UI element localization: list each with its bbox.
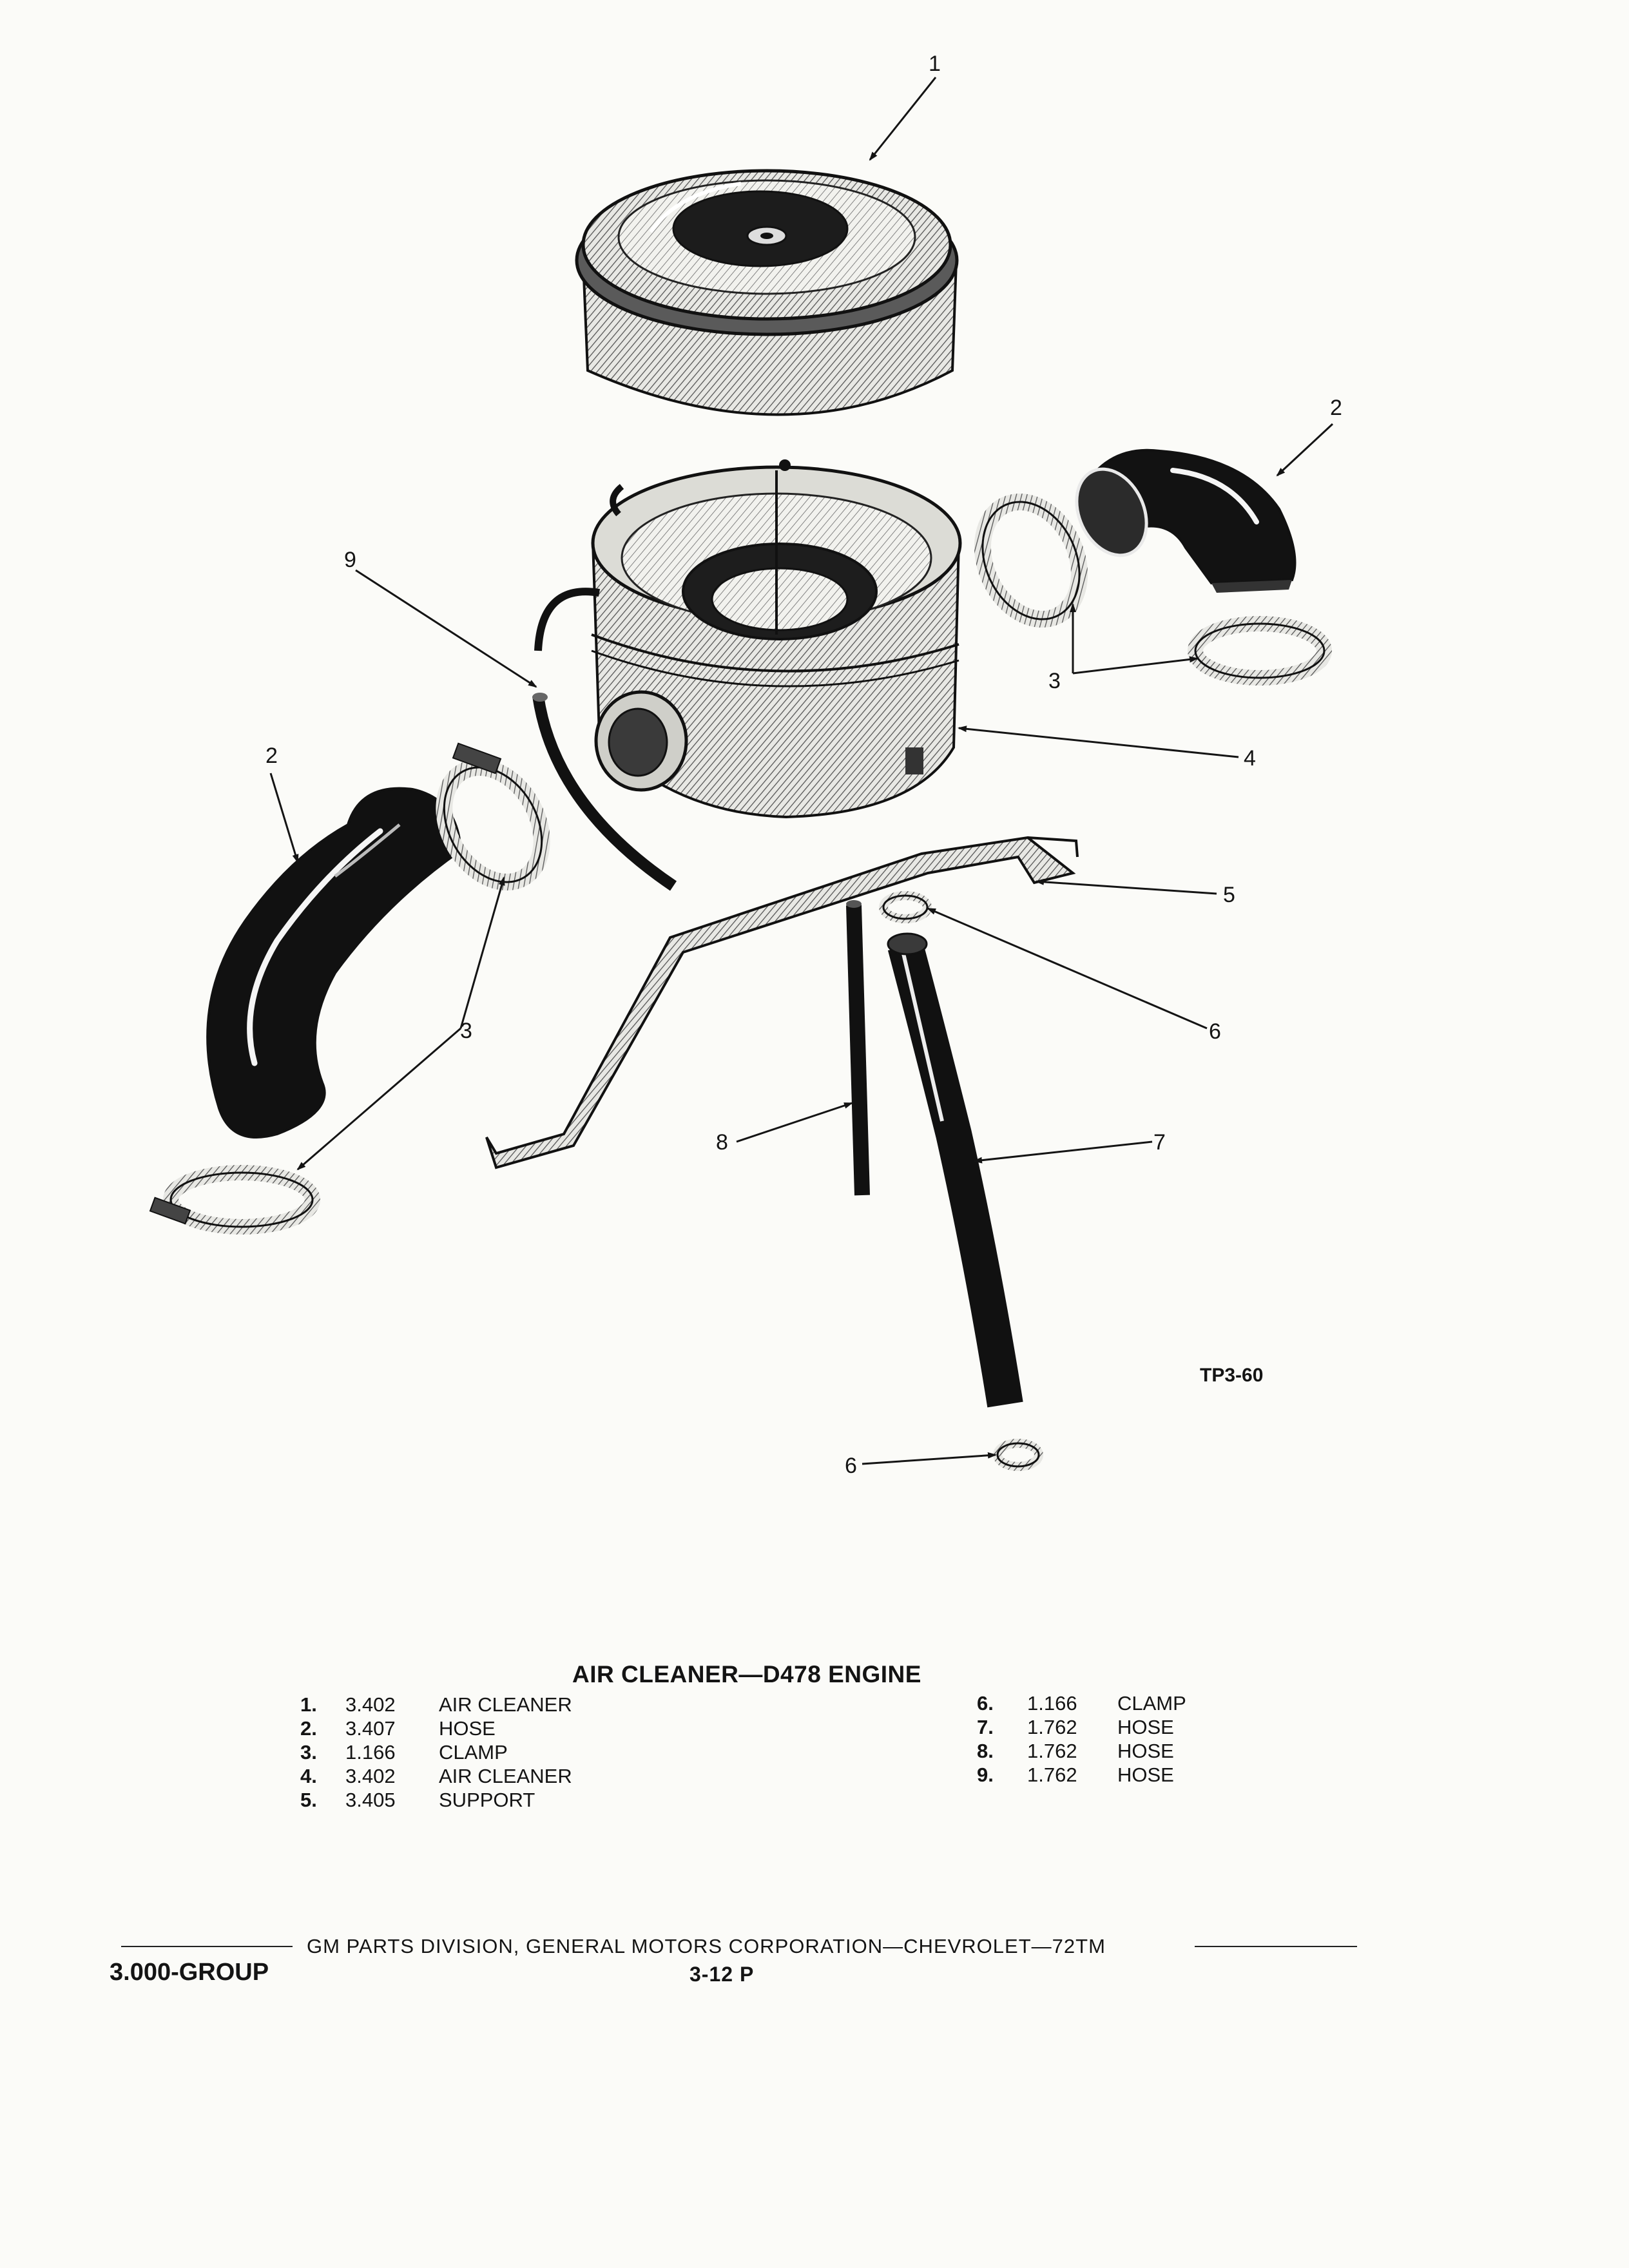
- item-name: SUPPORT: [439, 1789, 535, 1811]
- callout-clamp-lower: 6: [845, 1454, 857, 1478]
- item-name: HOSE: [1117, 1740, 1174, 1762]
- callout-clamps-right: 3: [1048, 669, 1061, 693]
- callout-clamps-left: 3: [460, 1019, 472, 1043]
- air-cleaner-body-part: [538, 459, 960, 817]
- item-name: HOSE: [1117, 1763, 1174, 1786]
- legend-row: [977, 1740, 1273, 1763]
- item-code: 3.402: [345, 1765, 396, 1787]
- item-code: 1.762: [1027, 1763, 1077, 1786]
- footer-publisher: GM PARTS DIVISION, GENERAL MOTORS CORPORATION—CHEVROLET—72TM: [307, 1935, 1106, 1957]
- page-number: 3-12 P: [689, 1963, 755, 1986]
- support-bracket-part: [487, 838, 1077, 1168]
- item-name: HOSE: [1117, 1716, 1174, 1738]
- item-name: CLAMP: [439, 1741, 508, 1763]
- callout-air-cleaner-top: 1: [929, 52, 941, 76]
- callout-support: 5: [1223, 883, 1235, 907]
- item-code: 1.166: [1027, 1692, 1077, 1715]
- parts-legend-left: [300, 1693, 700, 1812]
- item-number: 6.: [977, 1692, 994, 1715]
- elbow-hose-part: [1063, 450, 1295, 593]
- callout-hose-elbow: 2: [1330, 396, 1342, 420]
- group-label: 3.000-GROUP: [110, 1959, 269, 1986]
- legend-row: [977, 1763, 1273, 1787]
- item-number: 7.: [977, 1716, 994, 1738]
- callout-hose-small: 8: [716, 1130, 728, 1155]
- item-name: AIR CLEANER: [439, 1765, 572, 1787]
- item-number: 9.: [977, 1763, 994, 1786]
- item-number: 2.: [300, 1717, 317, 1740]
- parts-legend-right: [977, 1692, 1273, 1787]
- legend-row: [977, 1692, 1273, 1716]
- legend-row: [300, 1789, 700, 1812]
- bent-hose-part: [207, 789, 461, 1137]
- item-code: 3.405: [345, 1789, 396, 1811]
- caption-title: AIR CLEANER—D478 ENGINE: [572, 1661, 921, 1687]
- item-name: AIR CLEANER: [439, 1693, 572, 1716]
- legend-row: [977, 1716, 1273, 1740]
- callout-hose-long: 7: [1153, 1130, 1166, 1155]
- callout-hose-thin: 9: [344, 548, 356, 572]
- legend-row: [300, 1765, 700, 1789]
- item-code: 1.762: [1027, 1740, 1077, 1762]
- footer-rule-right: [1195, 1946, 1357, 1947]
- legend-row: [300, 1741, 700, 1765]
- item-code: 3.402: [345, 1693, 396, 1716]
- air-cleaner-cover-part: [577, 171, 957, 415]
- item-number: 3.: [300, 1741, 317, 1763]
- item-name: HOSE: [439, 1717, 496, 1740]
- callout-air-cleaner-body: 4: [1244, 746, 1256, 771]
- item-number: 1.: [300, 1693, 317, 1716]
- legend-row: [300, 1717, 700, 1741]
- callout-clamp-upper: 6: [1209, 1019, 1221, 1044]
- footer-rule-left: [121, 1946, 293, 1947]
- item-number: 5.: [300, 1789, 317, 1811]
- item-number: 8.: [977, 1740, 994, 1762]
- callout-hose-bend: 2: [265, 744, 278, 768]
- item-code: 3.407: [345, 1717, 396, 1740]
- legend-row: [300, 1693, 700, 1717]
- item-code: 1.166: [345, 1741, 396, 1763]
- drawing-id: TP3-60: [1200, 1365, 1264, 1386]
- item-code: 1.762: [1027, 1716, 1077, 1738]
- item-name: CLAMP: [1117, 1692, 1186, 1715]
- item-number: 4.: [300, 1765, 317, 1787]
